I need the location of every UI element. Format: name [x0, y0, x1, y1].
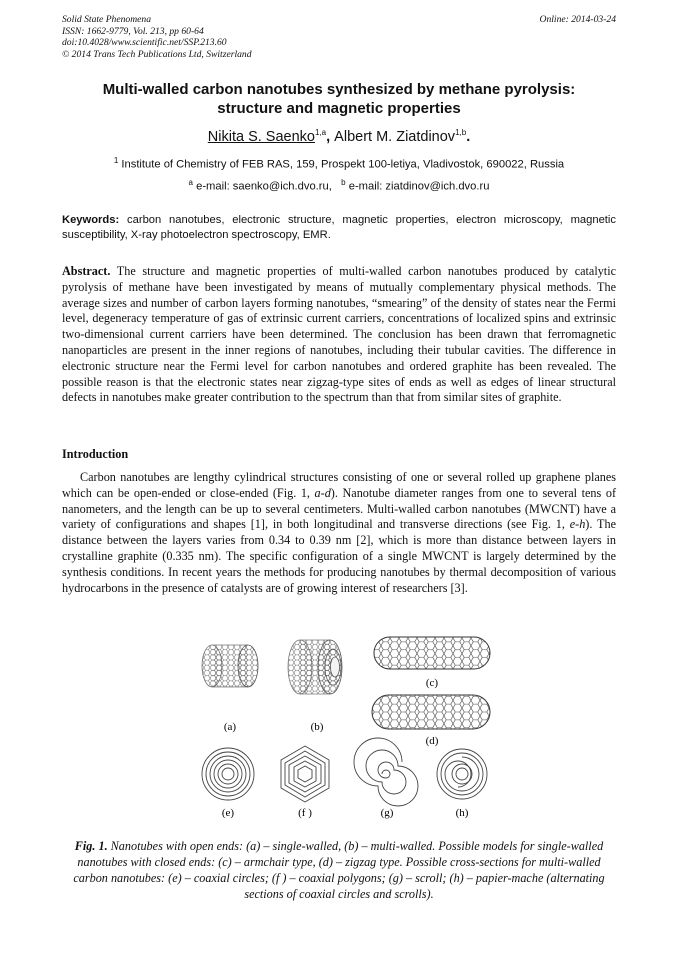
intro-ref-ad: a-d	[314, 485, 331, 500]
abstract-label: Abstract.	[62, 264, 111, 278]
figure-label-c: (c)	[425, 677, 439, 689]
keywords-label: Keywords:	[62, 214, 120, 226]
cross-section-g-drawing	[354, 738, 418, 806]
online-date: Online: 2014-03-24	[539, 14, 616, 25]
figure-label-a: (a)	[223, 721, 237, 733]
tube-d-drawing	[372, 695, 490, 729]
journal-header	[62, 14, 252, 60]
affiliation	[62, 156, 616, 171]
figure-label-e: (e)	[221, 807, 235, 819]
figure-label-b: (b)	[310, 721, 324, 733]
tube-a-drawing	[202, 645, 258, 687]
caption-text: Nanotubes with open ends: (a) – single-walled, (b) – multi-walled. Possible models for single-walled nanotubes with closed ends: (c) – armchair type, (d) – zigzag type. Possible cross-sections for multi-walled carbon nanotubes: (e) – coaxial circles; (f ) – coaxial polygons; (g) – scroll; (h) – papier-mache (alternating sections of coaxial circles and scrolls).	[73, 839, 605, 901]
email-b-sup: b	[341, 178, 346, 187]
cross-section-h-drawing	[437, 749, 487, 799]
keywords-text: carbon nanotubes, electronic structure, magnetic properties, electron microscopy, magnetic susceptibility, X-ray photoelectron spectroscopy, EMR.	[62, 214, 616, 241]
author-2-sup: 1,b	[455, 128, 467, 137]
affiliation-text: Institute of Chemistry of FEB RAS, 159, Prospekt 100-letiya, Vladivostok, 690022, Russia	[118, 158, 565, 171]
tube-c-drawing	[374, 637, 490, 669]
caption-label: Fig. 1.	[74, 839, 108, 853]
email-a-sup: a	[188, 178, 193, 187]
figure-label-f: (f )	[298, 807, 312, 819]
figure-label-g: (g)	[380, 807, 394, 819]
figure-caption	[62, 838, 616, 902]
cross-section-e-drawing	[202, 748, 254, 800]
intro-part-3: ). The distance between the layers varies from 0.34 to 0.39 nm [2], which is more than distance between layers in crystalline graphite (0.335 nm). The specific configuration of a single MWCNT is largely determined by the synthesis conditions. In recent years the methods for producing nanotubes by thermal decomposition of various hydrocarbons in the presence of catalysts are of growing interest of researchers [3].	[62, 517, 616, 595]
authors	[62, 128, 616, 145]
tube-b-drawing	[288, 640, 342, 694]
paper-title	[62, 80, 616, 118]
author-end: .	[466, 128, 471, 145]
introduction-paragraph	[62, 470, 616, 596]
affiliation-sup: 1	[113, 156, 119, 165]
abstract-text: The structure and magnetic properties of multi-walled carbon nanotubes produced by catalytic pyrolysis of methane have been investigated by means of mutually complementary physical methods. The average sizes and number of carbon layers forming nanotubes, “smearing” of the density of states near the Fermi level, degeneracy temperature of gas of extrinsic current carriers, concentrations of localized spins and extrinsic two-dimensional current carriers have been determined. The conclusion has been drawn that ferromagnetic nanoparticles are present in the inner regions of nanotubes, including their tubular cavities. The difference in electronic structure near the Fermi level for carbon nanotubes and ordered graphite has been revealed. The possible reason is that the electronic states near zigzag-type sites of ends as well as edges of linear structural defects in nanotubes make greater contribution to the spectrum than that from similar sites of graphite.	[62, 264, 616, 405]
figure-1	[192, 634, 498, 824]
intro-ref-eh: e-h	[569, 517, 586, 532]
intro-part-2: ). Nanotube diameter ranges from one to several tens of nanometers, and the length can be up to several centimeters. Multi-walled carbon nanotubes (MWCNT) have a variety of configurations and shapes [1], in both longitudinal and transverse directions (see Fig. 1,	[62, 485, 616, 532]
title-line-1: Multi-walled carbon nanotubes synthesized by methane pyrolysis:	[102, 81, 576, 98]
issn: ISSN: 1662-9779, Vol. 213, pp 60-64	[62, 25, 204, 37]
author-1-sup: 1,a	[314, 128, 327, 137]
introduction-heading: Introduction	[62, 447, 129, 461]
author-1[interactable]: Nikita S. Saenko	[207, 128, 315, 145]
author-2: Albert M. Ziatdinov	[334, 128, 456, 145]
intro-part-1: Carbon nanotubes are lengthy cylindrical structures consisting of one or several rolled up graphene planes which can be open-ended or close-ended (Fig. 1,	[62, 470, 616, 500]
copyright: © 2014 Trans Tech Publications Ltd, Switzerland	[62, 48, 252, 60]
journal-name: Solid State Phenomena	[62, 14, 151, 25]
email-a[interactable]: e-mail: saenko@ich.dvo.ru,	[196, 180, 332, 193]
figure-label-d: (d)	[425, 735, 439, 747]
emails	[62, 178, 616, 193]
doi: doi:10.4028/www.scientific.net/SSP.213.60	[62, 37, 227, 48]
cross-section-f-drawing	[281, 746, 329, 802]
figure-label-h: (h)	[455, 807, 469, 819]
title-line-2: structure and magnetic properties	[217, 100, 461, 117]
author-sep: ,	[326, 128, 335, 145]
keywords	[62, 213, 616, 243]
email-b[interactable]: e-mail: ziatdinov@ich.dvo.ru	[348, 180, 490, 193]
figure-1-svg	[192, 634, 498, 824]
abstract	[62, 264, 616, 406]
